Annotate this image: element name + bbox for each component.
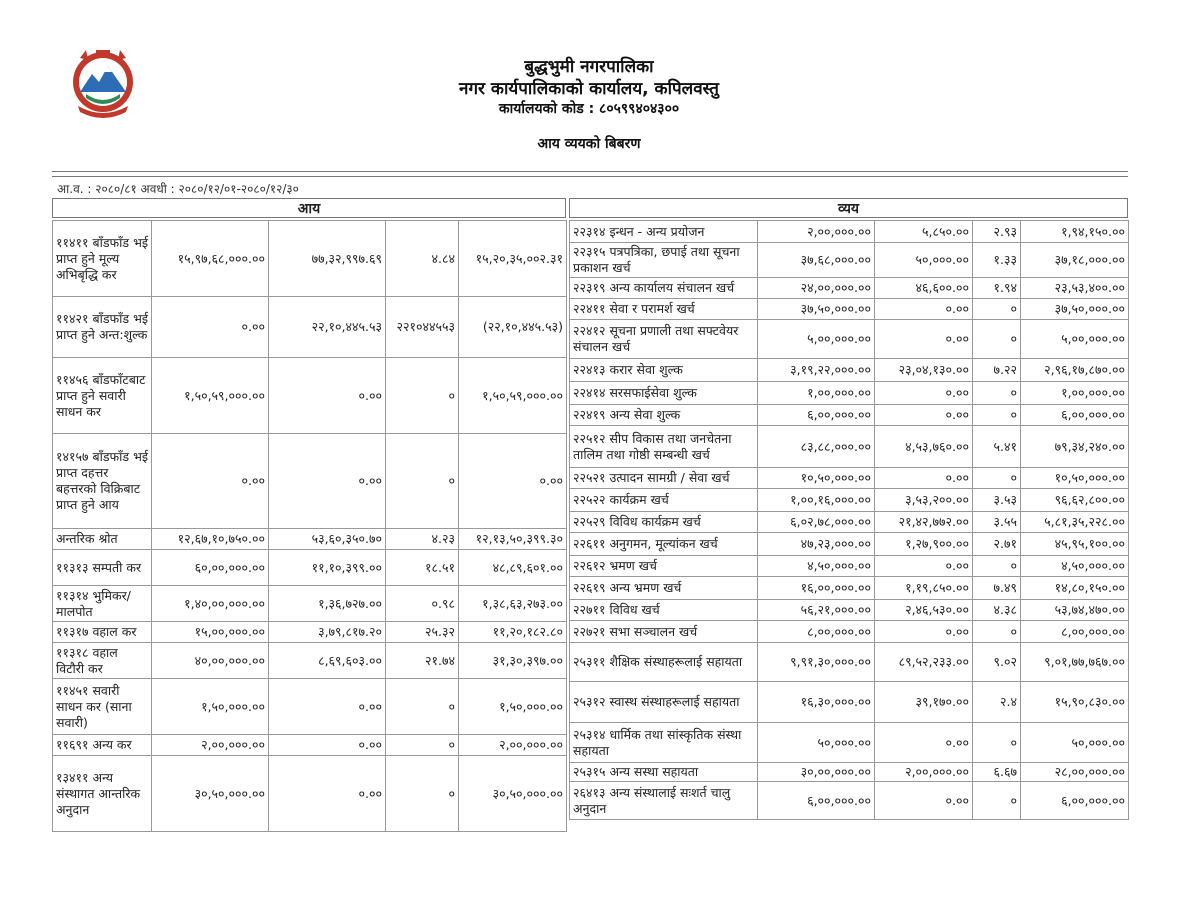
expense-balance-amount: ५,८१,३५,२२८.००: [1021, 512, 1129, 533]
expense-percentage: ०: [973, 621, 1021, 643]
expense-expense-amount: ०.००: [875, 782, 973, 820]
income-budget-amount: १५,००,०००.००: [152, 622, 269, 643]
income-row-label: ११३१३ सम्पती कर: [53, 550, 152, 586]
expense-budget-amount: ४७,२३,०००.००: [758, 533, 875, 556]
expense-percentage: ०: [973, 782, 1021, 820]
expense-percentage: ३.५३: [973, 489, 1021, 512]
expense-expense-amount: ०.००: [875, 556, 973, 577]
expense-row: [570, 426, 1129, 468]
income-row-label: १३४११ अन्य संस्थागत आन्तरिक अनुदान: [53, 756, 152, 832]
expense-row: [570, 359, 1129, 382]
expense-balance-amount: ७९,३४,२४०.००: [1021, 426, 1129, 468]
expense-row-label: २२६१९ अन्य भ्रमण खर्च: [570, 577, 758, 600]
expense-budget-amount: १०,५०,०००.००: [758, 468, 875, 489]
expense-row-label: २५३१२ स्वास्थ संस्थाहरूलाई सहायता: [570, 682, 758, 723]
expense-budget-amount: ६,०२,७८,०००.००: [758, 512, 875, 533]
expense-budget-amount: १६,३०,०००.००: [758, 682, 875, 723]
income-expense-amount: २२,१०,४४५.५३: [269, 297, 386, 358]
expense-balance-amount: ६,००,०००.००: [1021, 405, 1129, 426]
expense-expense-amount: ०.००: [875, 723, 973, 763]
income-row-label: ११३१४ भुमिकर/ मालपोत: [53, 586, 152, 622]
income-balance-amount: ०.००: [459, 434, 567, 529]
expense-expense-amount: ०.००: [875, 405, 973, 426]
expense-percentage: ९.०२: [973, 643, 1021, 682]
expense-row: [570, 556, 1129, 577]
expense-expense-amount: ८९,५२,२३३.००: [875, 643, 973, 682]
expense-expense-amount: ०.००: [875, 299, 973, 320]
expense-balance-amount: ३७,१८,०००.००: [1021, 243, 1129, 278]
expense-row: [570, 643, 1129, 682]
expense-expense-amount: ४,५३,७६०.००: [875, 426, 973, 468]
income-balance-amount: १२,१३,५०,३९९.३०: [459, 529, 567, 550]
expense-balance-amount: २३,५३,४००.००: [1021, 278, 1129, 299]
expense-percentage: १.३३: [973, 243, 1021, 278]
income-percentage: १८.५१: [386, 550, 459, 586]
income-row: [53, 550, 567, 586]
income-row: [53, 735, 567, 756]
income-table: [52, 220, 567, 832]
expense-row-label: २२५२२ कार्यक्रम खर्च: [570, 489, 758, 512]
expense-row-label: २२७२१ सभा सञ्चालन खर्च: [570, 621, 758, 643]
income-percentage: ०: [386, 679, 459, 735]
income-balance-amount: ४८,८९,६०१.००: [459, 550, 567, 586]
expense-balance-amount: ६,००,०००.००: [1021, 782, 1129, 820]
income-expense-amount: ०.००: [269, 756, 386, 832]
income-percentage: ०.९८: [386, 586, 459, 622]
expense-row: [570, 763, 1129, 782]
expense-expense-amount: ३,५३,२००.००: [875, 489, 973, 512]
expense-row-label: २२७११ विविध खर्च: [570, 600, 758, 621]
expense-row-label: २२४१४ सरसफाईसेवा शुल्क: [570, 382, 758, 405]
income-balance-amount: १,३८,६३,२७३.००: [459, 586, 567, 622]
expense-row-label: २५३१५ अन्य सस्था सहायता: [570, 763, 758, 782]
expense-budget-amount: १,००,१६,०००.००: [758, 489, 875, 512]
income-row: [53, 622, 567, 643]
expense-percentage: ०: [973, 405, 1021, 426]
income-balance-amount: १,५०,५९,०००.००: [459, 358, 567, 434]
expense-balance-amount: ५३,७४,४७०.००: [1021, 600, 1129, 621]
expense-table: [569, 220, 1129, 820]
expense-budget-amount: १६,००,०००.००: [758, 577, 875, 600]
expense-balance-amount: २८,००,०००.००: [1021, 763, 1129, 782]
expense-percentage: ०: [973, 723, 1021, 763]
expense-row-label: २२४१२ सूचना प्रणाली तथा सफ्टवेयर संचालन खर्च: [570, 320, 758, 359]
income-percentage: २२१०४४५५३: [386, 297, 459, 358]
income-balance-amount: ११,२०,१८२.८०: [459, 622, 567, 643]
expense-row: [570, 221, 1129, 243]
income-row-label: ११४५६ बाँडफाँटबाट प्राप्त हुने सवारी साधन कर: [53, 358, 152, 434]
income-percentage: ०: [386, 756, 459, 832]
expense-row-label: २२३१४ इन्धन - अन्य प्रयोजन: [570, 221, 758, 243]
expense-row-label: २६४१३ अन्य संस्थालाई सःशर्त चालु अनुदान: [570, 782, 758, 820]
income-budget-amount: १,५०,०००.००: [152, 679, 269, 735]
expense-row: [570, 299, 1129, 320]
fiscal-period: आ.व. : २०८०/८१ अवधी : २०८०/१२/०१-२०८०/१२/३०: [57, 182, 299, 196]
expense-row: [570, 405, 1129, 426]
expense-budget-amount: ५०,०००.००: [758, 723, 875, 763]
expense-row: [570, 512, 1129, 533]
expense-budget-amount: २४,००,०००.००: [758, 278, 875, 299]
expense-expense-amount: २,००,०००.००: [875, 763, 973, 782]
expense-balance-amount: १,९४,१५०.००: [1021, 221, 1129, 243]
expense-percentage: ६.६७: [973, 763, 1021, 782]
income-balance-amount: ३०,५०,०००.००: [459, 756, 567, 832]
income-balance-amount: २,००,०००.००: [459, 735, 567, 756]
expense-row: [570, 278, 1129, 299]
expense-balance-amount: ५,००,०००.००: [1021, 320, 1129, 359]
income-row-label: १४१५७ बाँडफाँड भई प्राप्त दहत्तर बहत्तरको विक्रिबाट प्राप्त हुने आय: [53, 434, 152, 529]
expense-expense-amount: २,४६,५३०.००: [875, 600, 973, 621]
expense-percentage: ०: [973, 299, 1021, 320]
expense-balance-amount: १५,९०,८३०.००: [1021, 682, 1129, 723]
expense-row-label: २५३१४ धार्मिक तथा सांस्कृतिक संस्था सहायता: [570, 723, 758, 763]
income-row-label: ११६९१ अन्य कर: [53, 735, 152, 756]
expense-percentage: २.९३: [973, 221, 1021, 243]
expense-percentage: १.९४: [973, 278, 1021, 299]
income-budget-amount: ६०,००,०००.००: [152, 550, 269, 586]
income-row: [53, 529, 567, 550]
expense-expense-amount: २१,४२,७७२.००: [875, 512, 973, 533]
expense-expense-amount: ०.००: [875, 320, 973, 359]
expense-budget-amount: ९,९१,३०,०००.००: [758, 643, 875, 682]
expense-expense-amount: ३९,१७०.००: [875, 682, 973, 723]
expense-percentage: ४.३८: [973, 600, 1021, 621]
income-balance-amount: (२२,१०,४४५.५३): [459, 297, 567, 358]
income-row-label: ११३१८ वहाल विटौरी कर: [53, 643, 152, 679]
expense-percentage: ३.५५: [973, 512, 1021, 533]
income-expense-amount: १,३६,७२७.००: [269, 586, 386, 622]
expense-expense-amount: १,१९,८५०.००: [875, 577, 973, 600]
expense-expense-amount: २३,०४,१३०.००: [875, 359, 973, 382]
expense-heading: व्यय: [569, 198, 1128, 218]
expense-expense-amount: ०.००: [875, 468, 973, 489]
expense-row: [570, 782, 1129, 820]
income-row: [53, 297, 567, 358]
expense-percentage: ०: [973, 468, 1021, 489]
expense-row: [570, 489, 1129, 512]
income-budget-amount: ०.००: [152, 297, 269, 358]
expense-row: [570, 621, 1129, 643]
expense-percentage: ०: [973, 556, 1021, 577]
expense-row-label: २२३१९ अन्य कार्यालय संचालन खर्च: [570, 278, 758, 299]
income-expense-amount: ८,६९,६०३.००: [269, 643, 386, 679]
expense-row: [570, 577, 1129, 600]
income-budget-amount: ०.००: [152, 434, 269, 529]
expense-balance-amount: ३७,५०,०००.००: [1021, 299, 1129, 320]
income-expense-amount: ११,१०,३९९.००: [269, 550, 386, 586]
income-percentage: २१.७४: [386, 643, 459, 679]
expense-percentage: ०: [973, 320, 1021, 359]
expense-budget-amount: ६,००,०००.००: [758, 405, 875, 426]
expense-balance-amount: २,९६,१७,८७०.००: [1021, 359, 1129, 382]
income-row-label: ११३१७ वहाल कर: [53, 622, 152, 643]
income-row: [53, 358, 567, 434]
income-expense-amount: ०.००: [269, 735, 386, 756]
expense-expense-amount: ०.००: [875, 382, 973, 405]
municipality-name: बुद्धभुमी नगरपालिका: [524, 57, 654, 77]
expense-row-label: २२४११ सेवा र परामर्श खर्च: [570, 299, 758, 320]
expense-percentage: २.४: [973, 682, 1021, 723]
office-name: नगर कार्यपालिकाको कार्यालय, कपिलवस्तु: [459, 79, 719, 99]
expense-balance-amount: १,००,०००.००: [1021, 382, 1129, 405]
income-expense-amount: ०.००: [269, 434, 386, 529]
expense-row-label: २२६११ अनुगमन, मूल्यांकन खर्च: [570, 533, 758, 556]
income-row-label: ११४२१ बाँडफाँड भई प्राप्त हुने अन्त:शुल्क: [53, 297, 152, 358]
income-expense-amount: ०.००: [269, 358, 386, 434]
expense-row-label: २२५२९ विविध कार्यक्रम खर्च: [570, 512, 758, 533]
income-budget-amount: १५,९७,६८,०००.००: [152, 221, 269, 297]
income-budget-amount: १,५०,५९,०००.००: [152, 358, 269, 434]
expense-percentage: ५.४१: [973, 426, 1021, 468]
expense-expense-amount: ५,८५०.००: [875, 221, 973, 243]
expense-row-label: २५३११ शैक्षिक संस्थाहरूलाई सहायता: [570, 643, 758, 682]
income-balance-amount: ३१,३०,३९७.००: [459, 643, 567, 679]
income-budget-amount: ४०,००,०००.००: [152, 643, 269, 679]
income-budget-amount: ३०,५०,०००.००: [152, 756, 269, 832]
income-expense-amount: ५३,६०,३५०.७०: [269, 529, 386, 550]
expense-budget-amount: ५,००,०००.००: [758, 320, 875, 359]
expense-budget-amount: ६,००,०००.००: [758, 782, 875, 820]
expense-row: [570, 468, 1129, 489]
report-title: आय व्ययको बिबरण: [537, 136, 641, 152]
expense-expense-amount: ४६,६००.००: [875, 278, 973, 299]
income-expense-amount: ७७,३२,९९७.६९: [269, 221, 386, 297]
income-percentage: ४.२३: [386, 529, 459, 550]
expense-budget-amount: १,००,०००.००: [758, 382, 875, 405]
divider: [52, 176, 1128, 177]
expense-budget-amount: ४,५०,०००.००: [758, 556, 875, 577]
expense-row: [570, 723, 1129, 763]
income-balance-amount: १५,२०,३५,००२.३१: [459, 221, 567, 297]
income-percentage: ०: [386, 358, 459, 434]
expense-percentage: ७.२२: [973, 359, 1021, 382]
expense-row-label: २२५१२ सीप विकास तथा जनचेतना तालिम तथा गोष्ठी सम्बन्धी खर्च: [570, 426, 758, 468]
income-expense-amount: ३,७९,८१७.२०: [269, 622, 386, 643]
expense-row-label: २२६१२ भ्रमण खर्च: [570, 556, 758, 577]
income-balance-amount: १,५०,०००.००: [459, 679, 567, 735]
expense-balance-amount: ९,०१,७७,७६७.००: [1021, 643, 1129, 682]
expense-row-label: २२५२१ उत्पादन सामग्री / सेवा खर्च: [570, 468, 758, 489]
income-row: [53, 679, 567, 735]
income-row-label: अन्तरिक श्रोत: [53, 529, 152, 550]
expense-expense-amount: ०.००: [875, 621, 973, 643]
expense-row-label: २२४१३ करार सेवा शुल्क: [570, 359, 758, 382]
expense-balance-amount: ९६,६२,८००.००: [1021, 489, 1129, 512]
expense-row: [570, 533, 1129, 556]
income-budget-amount: १,४०,००,०००.००: [152, 586, 269, 622]
income-percentage: ०: [386, 735, 459, 756]
income-budget-amount: १२,६७,१०,७५०.००: [152, 529, 269, 550]
expense-row: [570, 600, 1129, 621]
expense-budget-amount: ३०,००,०००.००: [758, 763, 875, 782]
divider: [52, 171, 1128, 172]
income-row: [53, 586, 567, 622]
expense-row-label: २२३१५ पत्रपत्रिका, छपाई तथा सूचना प्रकाशन खर्च: [570, 243, 758, 278]
expense-budget-amount: ५६,२१,०००.००: [758, 600, 875, 621]
income-row-label: ११४५१ सवारी साधन कर (साना सवारी): [53, 679, 152, 735]
office-code: कार्यालयको कोड : ८०५९९४०४३००: [498, 101, 680, 117]
income-row: [53, 221, 567, 297]
expense-budget-amount: ८३,८८,०००.००: [758, 426, 875, 468]
income-row-label: ११४११ बाँडफाँड भई प्राप्त हुने मूल्य अभिबृद्धि कर: [53, 221, 152, 297]
expense-row: [570, 382, 1129, 405]
income-expense-amount: ०.००: [269, 679, 386, 735]
income-heading: आय: [52, 198, 566, 218]
expense-budget-amount: ३७,५०,०००.००: [758, 299, 875, 320]
expense-percentage: ७.४९: [973, 577, 1021, 600]
income-percentage: ४.८४: [386, 221, 459, 297]
expense-row: [570, 320, 1129, 359]
income-row: [53, 643, 567, 679]
income-percentage: ०: [386, 434, 459, 529]
expense-balance-amount: ५०,०००.००: [1021, 723, 1129, 763]
expense-balance-amount: १०,५०,०००.००: [1021, 468, 1129, 489]
expense-balance-amount: १४,८०,१५०.००: [1021, 577, 1129, 600]
expense-row: [570, 243, 1129, 278]
expense-budget-amount: ३,१९,२२,०००.००: [758, 359, 875, 382]
expense-budget-amount: ८,००,०००.००: [758, 621, 875, 643]
expense-balance-amount: ८,००,०००.००: [1021, 621, 1129, 643]
expense-budget-amount: २,००,०००.००: [758, 221, 875, 243]
expense-budget-amount: ३७,६८,०००.००: [758, 243, 875, 278]
expense-balance-amount: ४५,९५,१००.००: [1021, 533, 1129, 556]
expense-expense-amount: ५०,०००.००: [875, 243, 973, 278]
expense-row: [570, 682, 1129, 723]
income-percentage: २५.३२: [386, 622, 459, 643]
income-row: [53, 434, 567, 529]
income-row: [53, 756, 567, 832]
expense-row-label: २२४१९ अन्य सेवा शुल्क: [570, 405, 758, 426]
expense-balance-amount: ४,५०,०००.००: [1021, 556, 1129, 577]
expense-percentage: २.७१: [973, 533, 1021, 556]
income-budget-amount: २,००,०००.००: [152, 735, 269, 756]
expense-percentage: ०: [973, 382, 1021, 405]
expense-expense-amount: १,२७,९००.००: [875, 533, 973, 556]
